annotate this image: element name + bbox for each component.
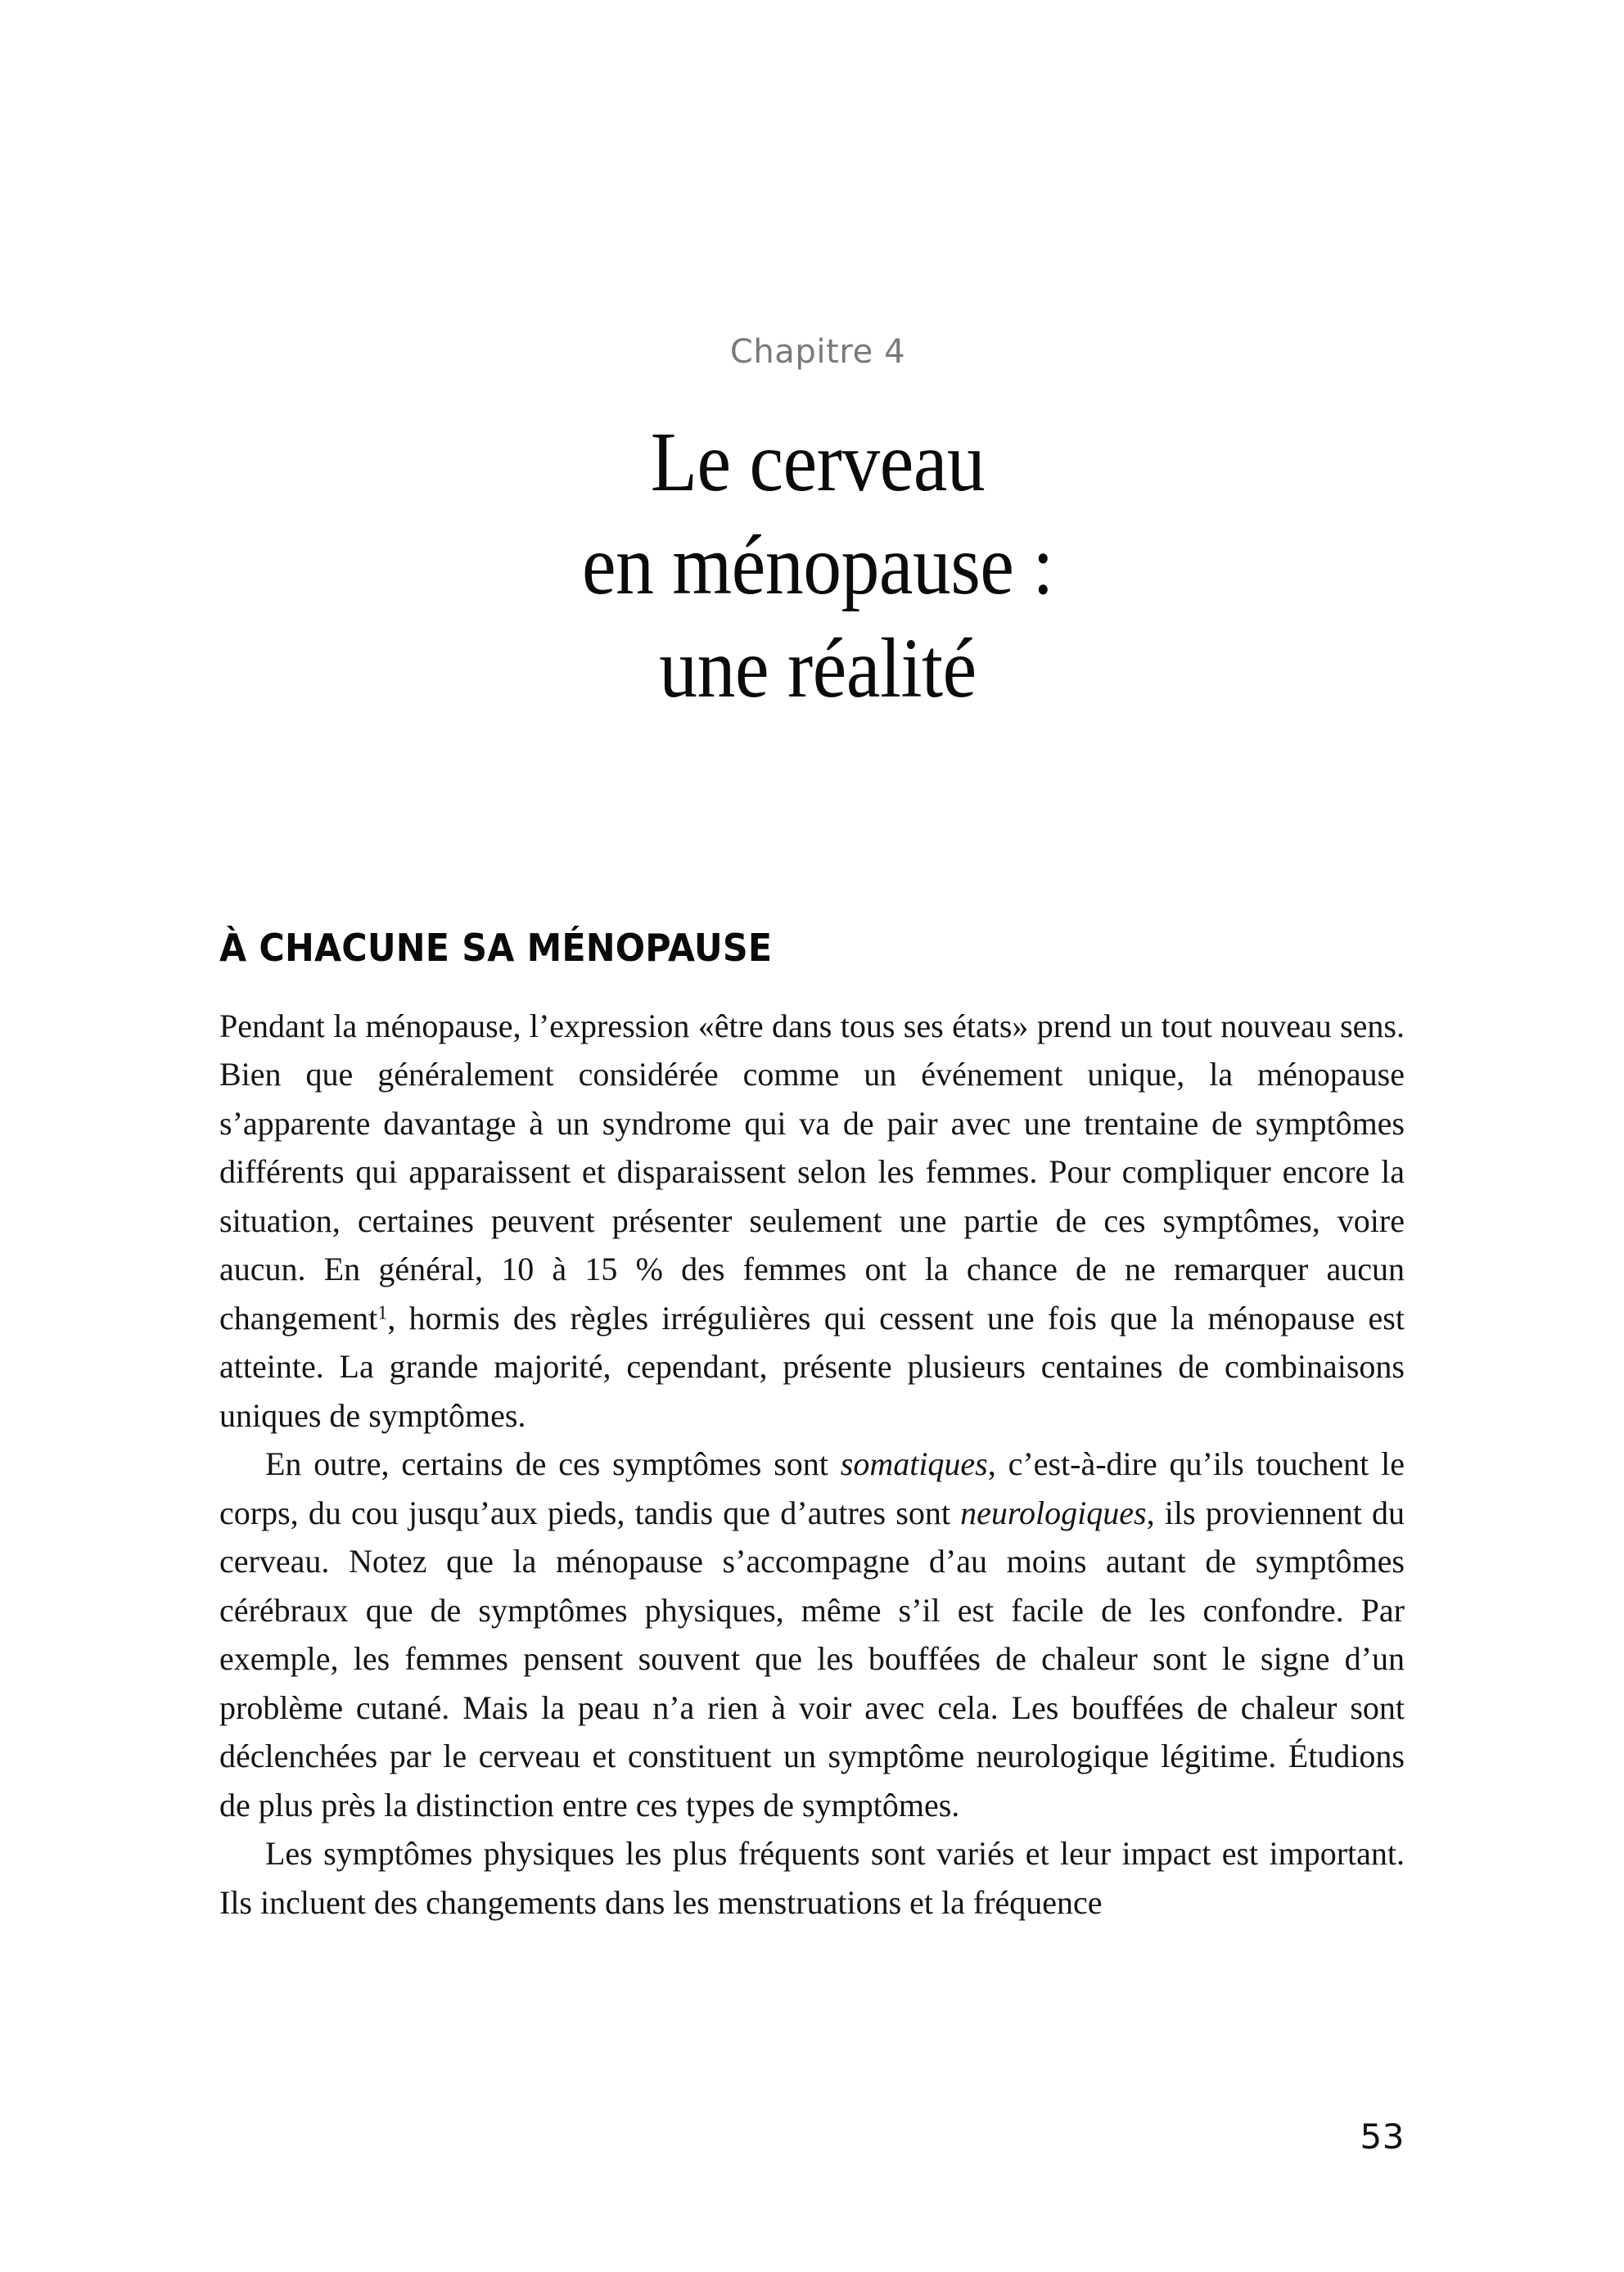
chapter-title-line-3: une réalité (659, 620, 977, 715)
chapter-label: Chapitre 4 (729, 333, 906, 371)
section-heading: À CHACUNE SA MÉNOPAUSE (219, 926, 773, 971)
page-content-column (219, 0, 1405, 1927)
paragraph-1: Pendant la ménopause, l’expression «être dans tous ses états» prend un tout nouveau sens. Bien que généralement considérée comme un événement unique, la ménopause s’apparente davantage à un syndrome qui va de pair avec une trentaine de symptômes différents qui apparaissent et disparaissent selon les femmes. Pour compliquer encore la situation, certaines peuvent présenter seulement une partie de ces symptômes, voire aucun. En général, 10 à 15 % des femmes ont la chance de ne remarquer aucun changement$^1$, hormis des règles irrégulières qui cessent une fois que la ménopause est atteinte. La grande majorité, cependant, présente plusieurs centaines de combinaisons uniques de symptômes. (219, 1007, 1405, 1434)
page-number: 53 (1360, 2116, 1405, 2157)
paragraph-3: Les symptômes physiques les plus fréquents sont variés et leur impact est important. Ils incluent des changements dans les menstruations et la fréquence (219, 1835, 1405, 1921)
chapter-title-line-1: Le cerveau (650, 415, 986, 509)
body-text (219, 1002, 1405, 1927)
chapter-title-line-2: en ménopause : (582, 517, 1053, 612)
chapter-title (290, 411, 1347, 719)
paragraph-2: En outre, certains de ces symptômes sont somatiques, c’est-à-dire qu’ils touchent le corps, du cou jusqu’aux pieds, tandis que d’autres sont neurologiques, ils proviennent du cerveau. Notez que la ménopause s’accompagne d’au moins autant de symptômes cérébraux que de symptômes physiques, même s’il est facile de les confondre. Par exemple, les femmes pensent souvent que les bouffées de chaleur sont le signe d’un problème cutané. Mais la peau n’a rien à voir avec cela. Les bouffées de chaleur sont déclenchées par le cerveau et constituent un symptôme neurologique légitime. Étudions de plus près la distinction entre ces types de symptômes. (219, 1445, 1405, 1823)
